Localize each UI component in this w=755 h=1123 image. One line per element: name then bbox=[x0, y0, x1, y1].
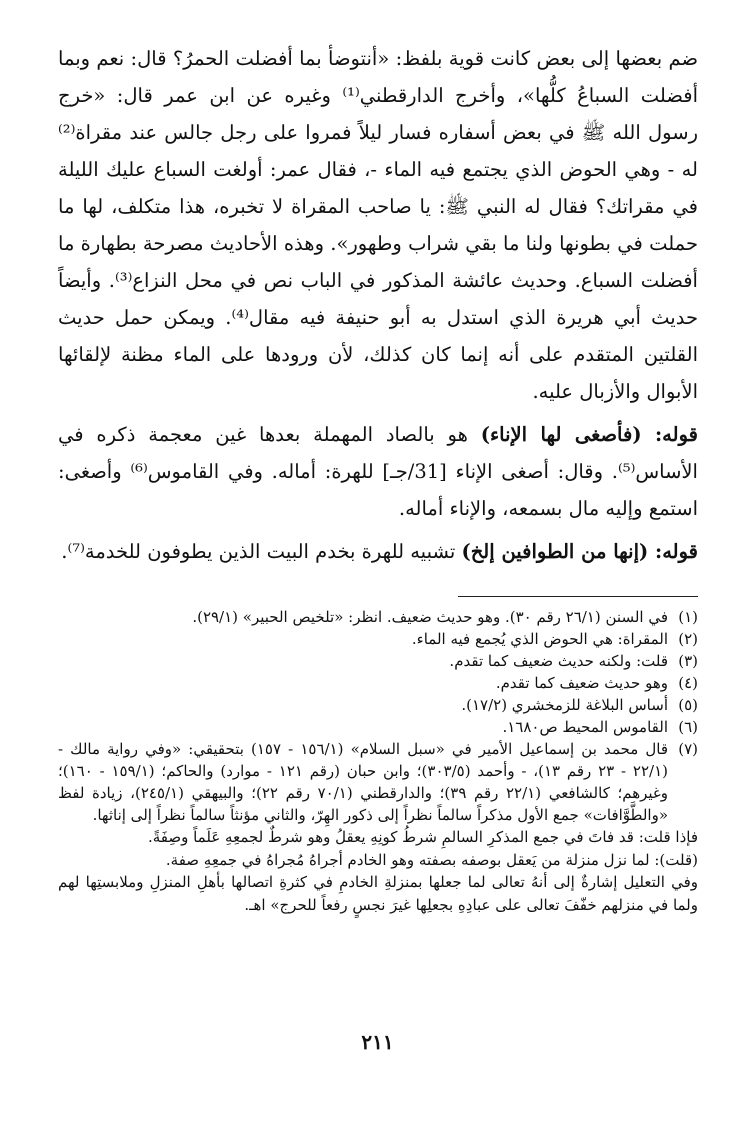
footnote-number: (١) bbox=[678, 608, 698, 626]
footnote-7-continuation: وفي التعليل إشارةٌ إلى أنهُ تعالى لما جعلها بمنزلةِ الخادمِ في كثرةِ اتصالها بأهلِ المنزلِ وملابستِها لهم ولما في منزلهم خفّفَ تعالى على عبادِهِ بجعلِها غيرَ نجسٍ رفعاً للحرج» اهـ. bbox=[58, 873, 698, 914]
page-number: ٢١١ bbox=[361, 1030, 394, 1054]
footnote-1 bbox=[58, 606, 698, 628]
footnote-2 bbox=[58, 628, 698, 650]
footnotes bbox=[58, 606, 698, 916]
footnote-6 bbox=[58, 716, 698, 738]
footnote-7-continuation: (قلت): لما نزل منزلة من يَعقل بوصفه بصفته وهو الخادم أجراهُ مُجراهُ في جمعِهِ صفة. bbox=[165, 850, 698, 869]
main-text bbox=[58, 40, 698, 570]
footnote-5 bbox=[58, 694, 698, 716]
paragraph-2-lead: قوله: (فأصغى لها الإناء) bbox=[480, 423, 698, 446]
footnote-text: وهو حديث ضعيف كما تقدم. bbox=[495, 674, 668, 692]
footnote-divider bbox=[458, 596, 698, 597]
footnote-number: (٦) bbox=[678, 718, 698, 736]
footnote-3 bbox=[58, 650, 698, 672]
footnote-text: القاموس المحيط ص١٦٨٠. bbox=[502, 718, 668, 736]
paragraph-2 bbox=[58, 416, 698, 527]
footnote-7 bbox=[58, 738, 698, 826]
paragraph-3 bbox=[58, 533, 698, 570]
footnote-number: (٤) bbox=[678, 674, 698, 692]
paragraph-2-text: هو بالصاد المهملة بعدها غين معجمة ذكره في الأساس⁽⁵⁾. وقال: أصغى الإناء [31/جـ] للهرة: أماله. وفي القاموس⁽⁶⁾ وأصغى: استمع وإليه مال بسمعه، والإناء أماله. bbox=[58, 423, 698, 520]
footnote-number: (٢) bbox=[678, 630, 698, 648]
footnote-text: المقراة: هي الحوض الذي يُجمع فيه الماء. bbox=[411, 630, 668, 648]
footnote-text: قلت: ولكنه حديث ضعيف كما تقدم. bbox=[449, 652, 668, 670]
footnote-4 bbox=[58, 672, 698, 694]
footnote-7-continuation: فإذا قلت: قد فاتَ في جمع المذكرِ السالمِ شرطُ كونِهِ يعقلُ وهو شرطٌ لجمعِهِ عَلَماً وصِفَةً. bbox=[147, 828, 698, 846]
footnote-text: في السنن (٢٦/١ رقم ٣٠). وهو حديث ضعيف. انظر: «تلخيص الحبير» (٢٩/١). bbox=[192, 608, 668, 626]
footnote-number: (٥) bbox=[678, 696, 698, 714]
paragraph-3-text: تشبيه للهرة بخدم البيت الذين يطوفون للخدمة⁽⁷⁾. bbox=[61, 540, 462, 563]
footnote-number: (٧) bbox=[678, 740, 698, 758]
footnote-number: (٣) bbox=[678, 652, 698, 670]
paragraph-3-lead: قوله: (إنها من الطوافين إلخ) bbox=[461, 540, 698, 563]
footnote-text: أساس البلاغة للزمخشري (١٧/٢). bbox=[461, 696, 668, 714]
footnote-text: قال محمد بن إسماعيل الأمير في «سبل السلام» (١٥٦/١ - ١٥٧) بتحقيقي: «وفي رواية مالك - (٢٢/١ - ٢٣ رقم ١٣)، - وأحمد (٣٠٣/٥)؛ وابن حبان (رقم ١٢١ - موارد) والحاكم؛ (١٥٩/١ - ١٦٠)؛ وغيرهم؛ كالشافعي (٢٢/١ رقم ٣٩)؛ والدارقطني (٧٠/١ رقم ٢٢)؛ والبيهقي (٢٤٥/١)، زيادة لفظ «والطَّوَّافات» جمع الأول مذكراً سالماً نظراً إلى ذكور الهِرّ، والثاني مؤنثاً سالماً نظراً إلى إناثها. bbox=[58, 740, 669, 824]
paragraph-1: ضم بعضها إلى بعض كانت قوية بلفظ: «أنتوضأ بما أفضلت الحمرُ؟ قال: نعم وبما أفضلت السباعُ كلُّها»، وأخرج الدارقطني⁽¹⁾ وغيره عن ابن عمر قال: «خرج رسول الله ﷺ في بعض أسفاره فسار ليلاً فمروا على رجل جالس عند مقراة⁽²⁾ له - وهي الحوض الذي يجتمع فيه الماء -، فقال عمر: أولغت السباع عليك الليلة في مقراتك؟ فقال له النبي ﷺ: يا صاحب المقراة لا تخبره، هذا متكلف، لها ما حملت في بطونها ولنا ما بقي شراب وطهور». وهذه الأحاديث مصرحة بطهارة ما أفضلت السباع. وحديث عائشة المذكور في الباب نص في محل النزاع⁽³⁾. وأيضاً حديث أبي هريرة الذي استدل به أبو حنيفة فيه مقال⁽⁴⁾. ويمكن حمل حديث القلتين المتقدم على أنه إنما كان كذلك، لأن ورودها على الماء مظنة لإلقائها الأبوال والأزبال عليه. bbox=[58, 47, 698, 403]
